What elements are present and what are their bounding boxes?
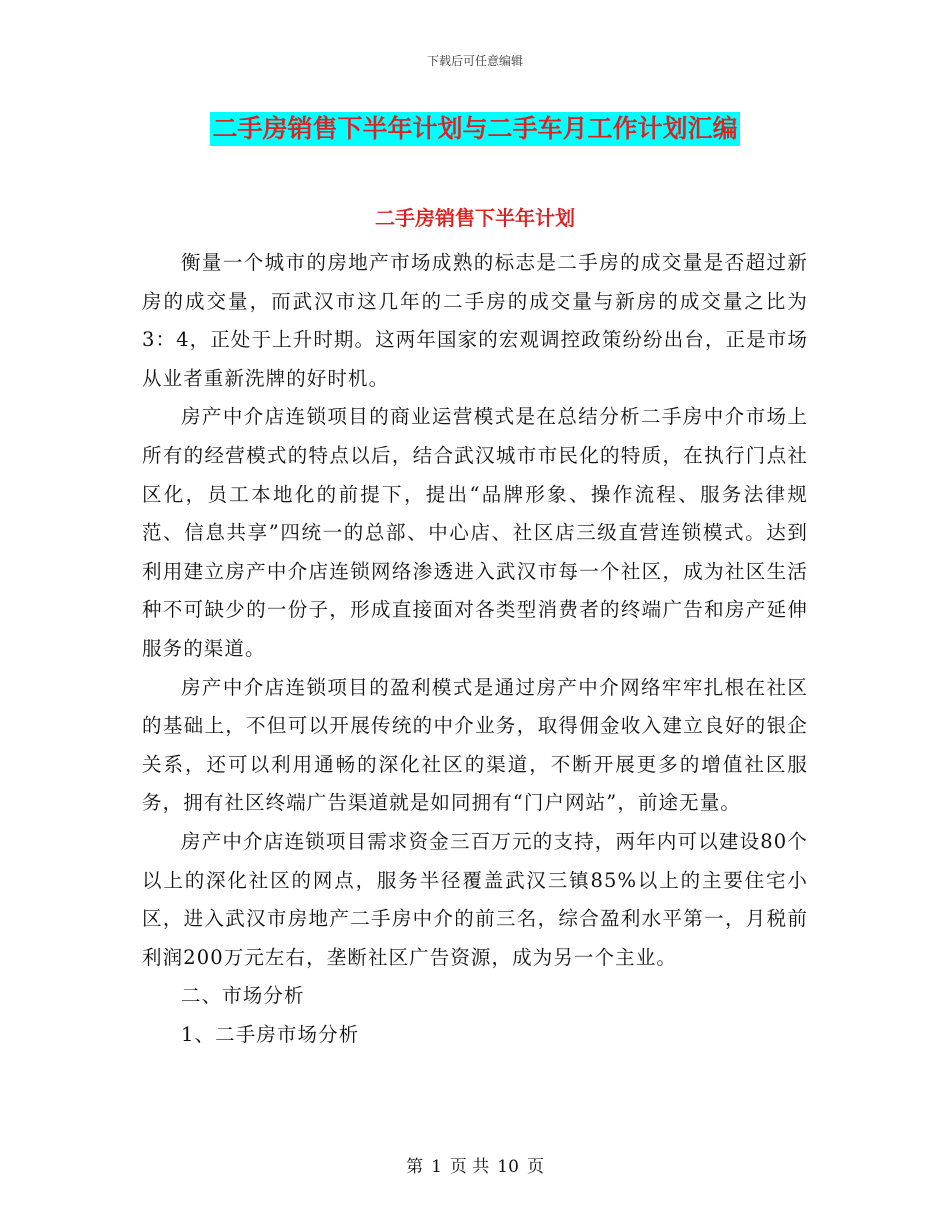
paragraph-business-model: 房产中介店连锁项目的商业运营模式是在总结分析二手房中介市场上所有的经营模式的特点以后，结合武汉城市市民化的特质，在执行门点社区化，员工本地化的前提下，提出“品牌形象、操作流程、服务法律规范、信息共享”四统一的总部、中心店、社区店三级直营连锁模式。达到利用建立房产中介店连锁网络渗透进入武汉市每一个社区，成为社区生活种不可缺少的一份子，形成直接面对各类型消费者的终端广告和房产延伸服务的渠道。	[142, 405, 808, 660]
paragraph-intro: 衡量一个城市的房地产市场成熟的标志是二手房的成交量是否超过新房的成交量，而武汉市这几年的二手房的成交量与新房的成交量之比为3：4，正处于上升时期。这两年国家的宏观调控政策纷纷出台，正是市场从业者重新洗牌的好时机。	[142, 251, 808, 390]
document-body	[142, 244, 808, 1054]
heading-market-analysis: 二、市场分析	[181, 984, 305, 1008]
footer-total-pages: 10	[497, 1157, 519, 1177]
footer-prefix: 第	[406, 1157, 424, 1177]
document-title: 二手房销售下半年计划与二手车月工作计划汇编	[210, 112, 739, 146]
heading-secondhand-market: 1、二手房市场分析	[181, 1022, 360, 1046]
section-title: 二手房销售下半年计划	[375, 206, 575, 230]
page-footer	[0, 1152, 950, 1177]
footer-page-number: 1	[431, 1157, 442, 1177]
footer-suffix: 页	[526, 1157, 544, 1177]
document-title-container	[0, 112, 950, 146]
paragraph-funding: 房产中介店连锁项目需求资金三百万元的支持，两年内可以建设80个以上的深化社区的网点，服务半径覆盖武汉三镇85%以上的主要住宅小区，进入武汉市房地产二手房中介的前三名，综合盈利水平第一，月税前利润200万元左右，垄断社区广告资源，成为另一个主业。	[142, 829, 808, 969]
paragraph-profit-model: 房产中介店连锁项目的盈利模式是通过房产中介网络牢牢扎根在社区的基础上，不但可以开展传统的中介业务，取得佣金收入建立良好的银企关系，还可以利用通畅的深化社区的渠道，不断开展更多的增值社区服务，拥有社区终端广告渠道就是如同拥有“门户网站”，前途无量。	[142, 675, 808, 815]
header-note: 下载后可任意编辑	[426, 54, 523, 68]
footer-mid: 页 共	[449, 1157, 490, 1177]
